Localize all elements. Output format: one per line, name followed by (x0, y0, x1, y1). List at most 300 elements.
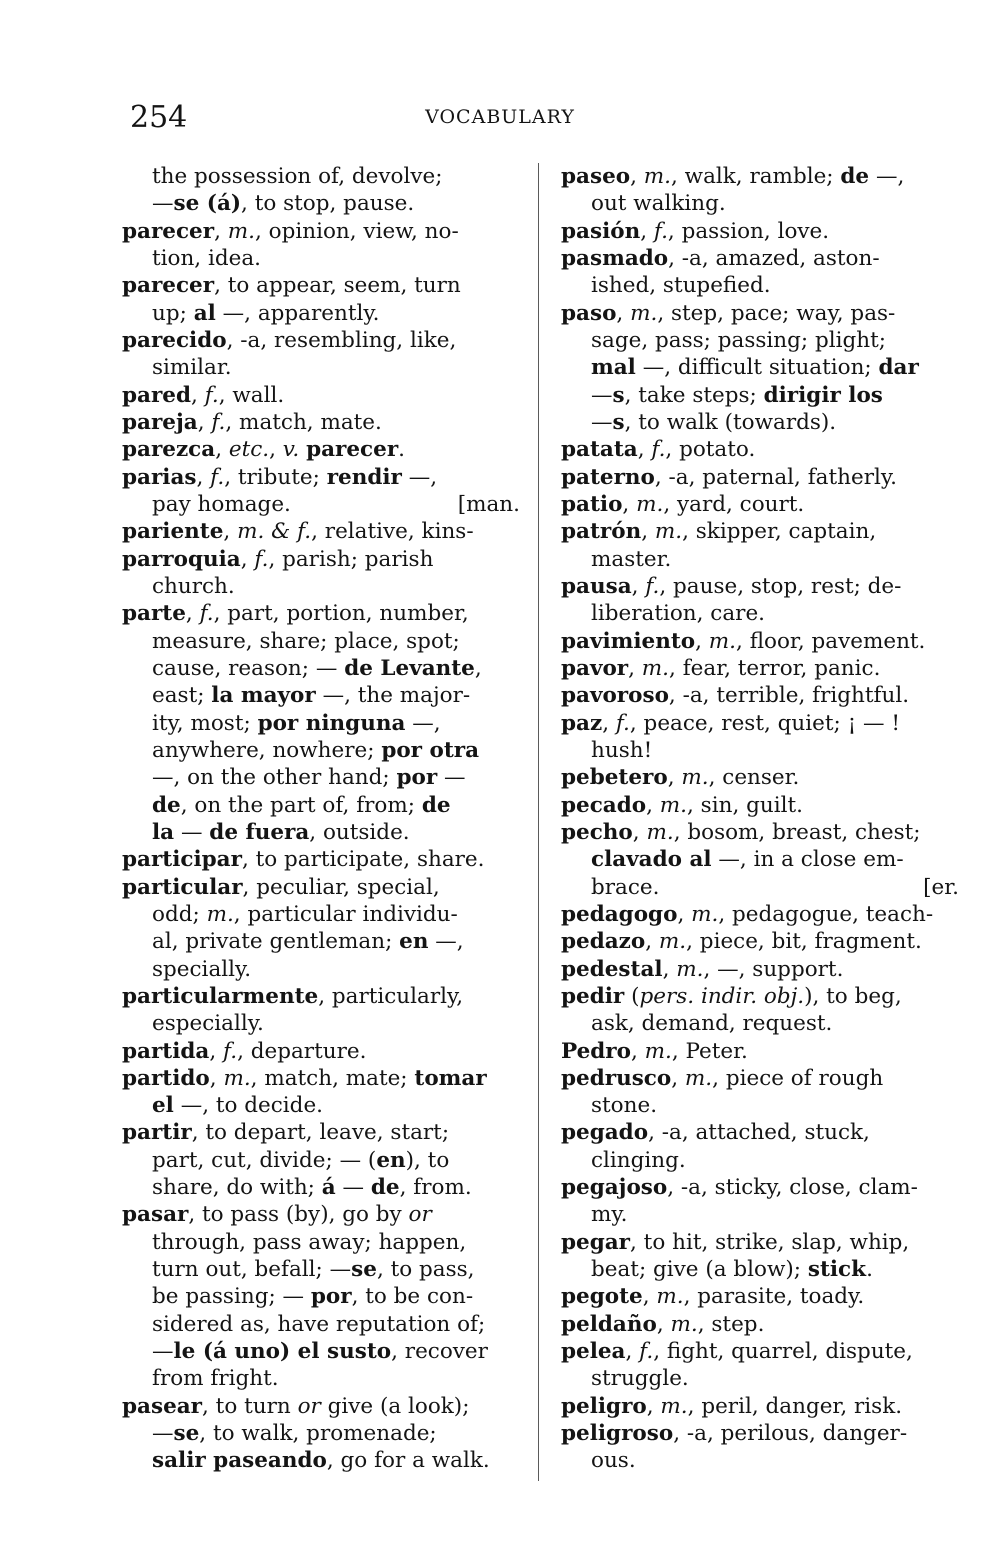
grammar-label: m. (654, 519, 683, 545)
entry-line (561, 1147, 959, 1174)
headword: partido (122, 1065, 210, 1091)
entry-line (561, 874, 959, 901)
definition-text: , peculiar, special, (242, 874, 440, 900)
entry-line (122, 518, 520, 545)
entry-line (561, 382, 959, 409)
headword: patrón (561, 519, 642, 545)
definition-text: east; (152, 683, 212, 709)
headword: partir (122, 1120, 192, 1146)
entry-line (122, 1092, 520, 1119)
entry-line (122, 1338, 520, 1365)
definition-text: ished, stupefied. (591, 273, 771, 299)
entry-line (122, 382, 520, 409)
headword: paso (561, 300, 617, 326)
entry-line (561, 190, 959, 217)
headword: s (612, 409, 625, 435)
headword: pedestal (561, 956, 663, 982)
definition-text: , potato. (665, 437, 756, 463)
definition-text: measure, share; place, spot; (152, 628, 460, 654)
definition-text: — (437, 765, 466, 791)
headword: paterno (561, 464, 655, 490)
headword: de (370, 1175, 400, 1201)
definition-text: , passion, love. (667, 218, 830, 244)
definition-text: , parasite, toady. (683, 1284, 865, 1310)
definition-text: , -a, paternal, fatherly. (654, 464, 897, 490)
definition-text: , tribute; (224, 464, 327, 490)
definition-text: the possession of, devolve; (152, 164, 443, 189)
definition-text: similar. (152, 355, 232, 381)
definition-text: odd; (152, 901, 207, 927)
definition-text: tion, idea. (152, 245, 261, 271)
entry-line (122, 436, 520, 463)
entry-line (122, 600, 520, 627)
definition-text: — (152, 1339, 174, 1365)
entry-line (122, 464, 520, 491)
definition-text: especially. (152, 1011, 264, 1037)
headword: salir paseando (152, 1448, 327, 1474)
entry-line (561, 928, 959, 955)
definition-text: —, (405, 710, 441, 736)
entry-line (561, 1065, 959, 1092)
headword: pegar (561, 1229, 631, 1255)
definition-text: my. (591, 1202, 628, 1228)
headword: rendir (326, 464, 402, 490)
entry-text: pay homage. (152, 491, 291, 517)
headword: pausa (561, 573, 632, 599)
grammar-label: m. (658, 929, 687, 955)
definition-text: , -a, terrible, frightful. (668, 683, 910, 709)
definition-text: , to pass (by), go by (188, 1202, 409, 1228)
grammar-label: f. (210, 464, 225, 490)
definition-text: , particular individu- (233, 901, 458, 927)
entry-line (561, 409, 959, 436)
definition-text: , (214, 218, 228, 244)
headword: clavado al (591, 847, 712, 873)
grammar-label: f. (645, 573, 660, 599)
entry-line (122, 1256, 520, 1283)
entry-line (122, 983, 520, 1010)
definition-text: ), to (405, 1147, 450, 1173)
entry-line (561, 218, 959, 245)
entry-line (561, 546, 959, 573)
headword: en (399, 929, 429, 955)
entry-line (122, 928, 520, 955)
grammar-label: f. (223, 1038, 238, 1064)
definition-text: church. (152, 573, 235, 599)
headword: pavoroso (561, 683, 669, 709)
grammar-label: m. (670, 1311, 698, 1337)
entry-line (122, 1174, 520, 1201)
grammar-label: pers. indir. obj. (639, 983, 805, 1009)
definition-text: —, to decide. (173, 1093, 324, 1119)
entry-line (122, 1038, 520, 1065)
definition-text: , outside. (309, 819, 410, 845)
headword: de Levante (344, 655, 475, 681)
entry-line (122, 846, 520, 873)
page-number: 254 (130, 100, 188, 135)
definition-text: , (667, 765, 682, 791)
definition-text: , -a, attached, stuck, (648, 1120, 870, 1146)
definition-text: , opinion, view, no- (254, 218, 459, 244)
definition-text: , skipper, captain, (682, 519, 877, 545)
headword: pariente (122, 519, 224, 545)
headword: pecho (561, 819, 633, 845)
headword: stick (807, 1257, 867, 1283)
definition-text: , to walk, promenade; (199, 1421, 437, 1447)
headword: en (376, 1147, 406, 1173)
entry-line (561, 1092, 959, 1119)
headword: dirigir los (763, 382, 883, 408)
headword: pelea (561, 1339, 626, 1365)
definition-text: , go for a walk. (326, 1448, 490, 1474)
grammar-label: v. (282, 437, 300, 463)
entry-line (122, 190, 520, 217)
definition-text: struggle. (591, 1366, 689, 1392)
entry-line (561, 764, 959, 791)
definition-text: , (240, 546, 255, 572)
entry-line (561, 491, 959, 518)
definition-text: , (671, 1065, 685, 1091)
entry-line (122, 1010, 520, 1037)
entry-line (122, 682, 520, 709)
definition-text: — (335, 1175, 371, 1201)
headword: pedazo (561, 929, 646, 955)
definition-text: , to stop, pause. (241, 191, 415, 217)
entry-line (561, 956, 959, 983)
running-title: VOCABULARY (425, 106, 575, 128)
grammar-label: m. & f. (237, 519, 312, 545)
definition-text: , match, mate; (250, 1065, 415, 1091)
definition-text: out walking. (591, 191, 726, 217)
definition-text: —, in a close em- (711, 847, 904, 873)
entry-line (561, 792, 959, 819)
headword: pasmado (561, 245, 669, 271)
definition-text: liberation, care. (591, 601, 766, 627)
entry-line (561, 1174, 959, 1201)
entry-line (122, 409, 520, 436)
headword: el (152, 1093, 174, 1119)
headword: pedrusco (561, 1065, 672, 1091)
definition-text: anywhere, nowhere; (152, 737, 382, 763)
definition-text: , Peter. (671, 1038, 748, 1064)
entry-line (561, 737, 959, 764)
entry-line (122, 901, 520, 928)
entry-line (561, 436, 959, 463)
entry-line (122, 1201, 520, 1228)
carryover-text: [man. (457, 491, 520, 517)
definition-text: , (641, 519, 655, 545)
grammar-label: m. (636, 491, 664, 517)
grammar-label: f. (204, 382, 219, 408)
entry-line (561, 1311, 959, 1338)
grammar-label: etc. (228, 437, 270, 463)
entry-line (122, 628, 520, 655)
definition-text: , from. (399, 1175, 472, 1201)
definition-text: clinging. (591, 1147, 686, 1173)
definition-text: , (630, 164, 644, 189)
headword: la (152, 819, 175, 845)
grammar-label: m. (206, 901, 234, 927)
headword: pegajoso (561, 1175, 668, 1201)
definition-text: , peace, rest, quiet; ¡ — ! (629, 710, 901, 736)
definition-text: ity, most; (152, 710, 258, 736)
entry-line (561, 245, 959, 272)
definition-text: beat; give (a blow); (591, 1257, 808, 1283)
grammar-label: m. (227, 218, 255, 244)
entry-line (561, 1201, 959, 1228)
headword: al (193, 300, 216, 326)
definition-text: stone. (591, 1093, 658, 1119)
entry-line (122, 546, 520, 573)
definition-text: , (637, 437, 652, 463)
headword: peldaño (561, 1311, 657, 1337)
definition-text: , match, mate. (225, 409, 382, 435)
entry-line (561, 1010, 959, 1037)
headword: á (321, 1175, 336, 1201)
definition-text: , (209, 1038, 224, 1064)
entry-line (122, 737, 520, 764)
headword: pegote (561, 1284, 643, 1310)
definition-text: al, private gentleman; (152, 929, 400, 955)
definition-text: , (215, 437, 229, 463)
entry-line (122, 491, 520, 518)
entry-line (561, 464, 959, 491)
definition-text: —, (428, 929, 464, 955)
column-divider (538, 163, 539, 1481)
grammar-label: m. (641, 655, 670, 681)
entry-line (561, 573, 959, 600)
definition-text: , (625, 1339, 640, 1365)
headword: de fuera (209, 819, 310, 845)
entry-line (561, 518, 959, 545)
definition-text: , (642, 1284, 657, 1310)
definition-text: — (152, 1421, 174, 1447)
definition-text: , to depart, leave, start; (191, 1120, 450, 1146)
definition-text: master. (591, 546, 672, 572)
definition-text: , (646, 792, 660, 818)
definition-text: , (656, 1311, 671, 1337)
definition-text: sidered as, have reputation of; (152, 1311, 486, 1337)
entry-line (561, 682, 959, 709)
right-column (561, 163, 959, 1475)
entry-line (122, 1147, 520, 1174)
entry-line (561, 272, 959, 299)
entry-line (122, 245, 520, 272)
entry-line (561, 1038, 959, 1065)
definition-text: —, the major- (315, 683, 471, 709)
headword: parecido (122, 327, 227, 353)
definition-text: , fear, terror, panic. (669, 655, 881, 681)
entry-line (561, 1365, 959, 1392)
definition-text: be passing; — (152, 1284, 311, 1310)
headword: pecado (561, 792, 647, 818)
entry-line (561, 628, 959, 655)
headword: de (152, 792, 181, 818)
definition-text: specially. (152, 956, 252, 982)
definition-text: , (645, 929, 659, 955)
definition-text: , (196, 464, 211, 490)
definition-text: share, do with; (152, 1175, 322, 1201)
definition-text: , piece, bit, fragment. (686, 929, 922, 955)
definition-text: , (269, 437, 283, 463)
entry-line (561, 1283, 959, 1310)
definition-text: , on the part of, from; (180, 792, 422, 818)
grammar-label: m. (630, 300, 658, 326)
definition-text: , (640, 218, 654, 244)
definition-text: , to be con- (351, 1284, 474, 1310)
entry-line (561, 655, 959, 682)
entry-line (122, 163, 520, 190)
headword: participar (122, 847, 242, 873)
entry-line (561, 1420, 959, 1447)
entry-line (561, 983, 959, 1010)
headword: pavimiento (561, 628, 696, 654)
headword: particularmente (122, 983, 319, 1009)
headword: peligroso (561, 1421, 674, 1447)
definition-text: , departure. (237, 1038, 367, 1064)
grammar-label: m. (656, 1284, 684, 1310)
definition-text: , (695, 628, 709, 654)
definition-text: ask, demand, request. (591, 1011, 833, 1037)
definition-text: , (474, 655, 482, 681)
definition-text: cause, reason; — (152, 655, 345, 681)
definition-text: , -a, amazed, aston- (668, 245, 880, 271)
definition-text: . (398, 437, 405, 463)
entry-line (122, 956, 520, 983)
headword: por otra (381, 737, 480, 763)
grammar-label: or (408, 1202, 432, 1228)
definition-text: ), to beg, (804, 983, 902, 1009)
grammar-label: f. (615, 710, 630, 736)
entry-line (122, 874, 520, 901)
entry-line (561, 1338, 959, 1365)
definition-text: , relative, kins- (311, 519, 474, 545)
headword: Pedro (561, 1038, 631, 1064)
definition-text: hush! (591, 737, 653, 763)
headword: pebetero (561, 765, 668, 791)
definition-text: —, apparently. (215, 300, 380, 326)
headword: pareja (122, 409, 198, 435)
entry-line (561, 901, 959, 928)
entry-line (122, 710, 520, 737)
headword: parecer (122, 273, 215, 299)
headword: por (310, 1284, 352, 1310)
entry-line (561, 600, 959, 627)
headword: parte (122, 601, 186, 627)
headword: pegado (561, 1120, 649, 1146)
definition-text: , to hit, strike, slap, whip, (630, 1229, 910, 1255)
definition-text: , wall. (218, 382, 285, 408)
grammar-label: m. (223, 1065, 251, 1091)
definition-text: , to pass, (376, 1257, 475, 1283)
grammar-label: m. (643, 164, 671, 189)
headword: pared (122, 382, 192, 408)
entry-line (561, 1393, 959, 1420)
headword: parezca (122, 437, 216, 463)
grammar-label: m. (708, 628, 737, 654)
entry-line (122, 1065, 520, 1092)
definition-text: — (174, 819, 210, 845)
entry-line (122, 1311, 520, 1338)
definition-text: , -a, perilous, danger- (673, 1421, 908, 1447)
definition-text: , floor, pavement. (736, 628, 926, 654)
definition-text: , to turn (202, 1393, 298, 1419)
grammar-label: f. (651, 437, 666, 463)
definition-text: , —, support. (703, 956, 844, 982)
grammar-label: m. (676, 956, 704, 982)
headword: de (840, 164, 870, 189)
headword: particular (122, 874, 243, 900)
entry-line (122, 327, 520, 354)
entry-line (122, 354, 520, 381)
definition-text: , sin, guilt. (687, 792, 803, 818)
page-header (0, 100, 1000, 140)
headword: pedagogo (561, 901, 678, 927)
entry-line (122, 1447, 520, 1474)
definition-text: part, cut, divide; — ( (152, 1147, 377, 1173)
definition-text: , pedagogue, teach- (718, 901, 934, 927)
definition-text: , (622, 491, 637, 517)
definition-text: , recover (391, 1339, 488, 1365)
definition-text: , step. (697, 1311, 765, 1337)
definition-text: , to walk (towards). (624, 409, 837, 435)
definition-text: sage, pass; passing; plight; (591, 327, 886, 353)
entry-line (561, 1119, 959, 1146)
headword: patio (561, 491, 623, 517)
definition-text: , (185, 601, 200, 627)
headword: por ninguna (257, 710, 406, 736)
definition-text: —, difficult situation; (635, 355, 879, 381)
headword: paseo (561, 164, 631, 189)
headword: parroquia (122, 546, 241, 572)
definition-text: , to participate, share. (241, 847, 485, 873)
definition-text: ous. (591, 1448, 636, 1474)
definition-text: , fight, quarrel, dispute, (653, 1339, 913, 1365)
headword: parecer (122, 218, 215, 244)
carryover-text: [er. (923, 874, 959, 900)
entry-line (122, 655, 520, 682)
definition-text: . (866, 1257, 873, 1283)
entry-line (122, 764, 520, 791)
headword: mal (591, 355, 636, 381)
definition-text: , (616, 300, 631, 326)
headword: tomar (414, 1065, 487, 1091)
entry-line (122, 792, 520, 819)
entry-line (561, 710, 959, 737)
entry-line (561, 846, 959, 873)
headword: pasión (561, 218, 641, 244)
grammar-label: f. (199, 601, 214, 627)
definition-text: , pause, stop, rest; de- (659, 573, 902, 599)
headword: pasear (122, 1393, 203, 1419)
definition-text: , take steps; (624, 382, 764, 408)
entry-line (561, 300, 959, 327)
definition-text: turn out, befall; — (152, 1257, 352, 1283)
definition-text: , -a, sticky, close, clam- (667, 1175, 918, 1201)
entry-line (561, 327, 959, 354)
definition-text: — (591, 382, 613, 408)
entry-line (561, 819, 959, 846)
headword: le (á uno) el susto (173, 1339, 392, 1365)
entry-text: brace. (591, 874, 660, 900)
grammar-label: m. (681, 765, 709, 791)
entry-line (122, 218, 520, 245)
entry-line (122, 1393, 520, 1420)
grammar-label: f. (653, 218, 668, 244)
definition-text: , particularly, (318, 983, 464, 1009)
definition-text: , (602, 710, 616, 736)
entry-line (122, 1420, 520, 1447)
